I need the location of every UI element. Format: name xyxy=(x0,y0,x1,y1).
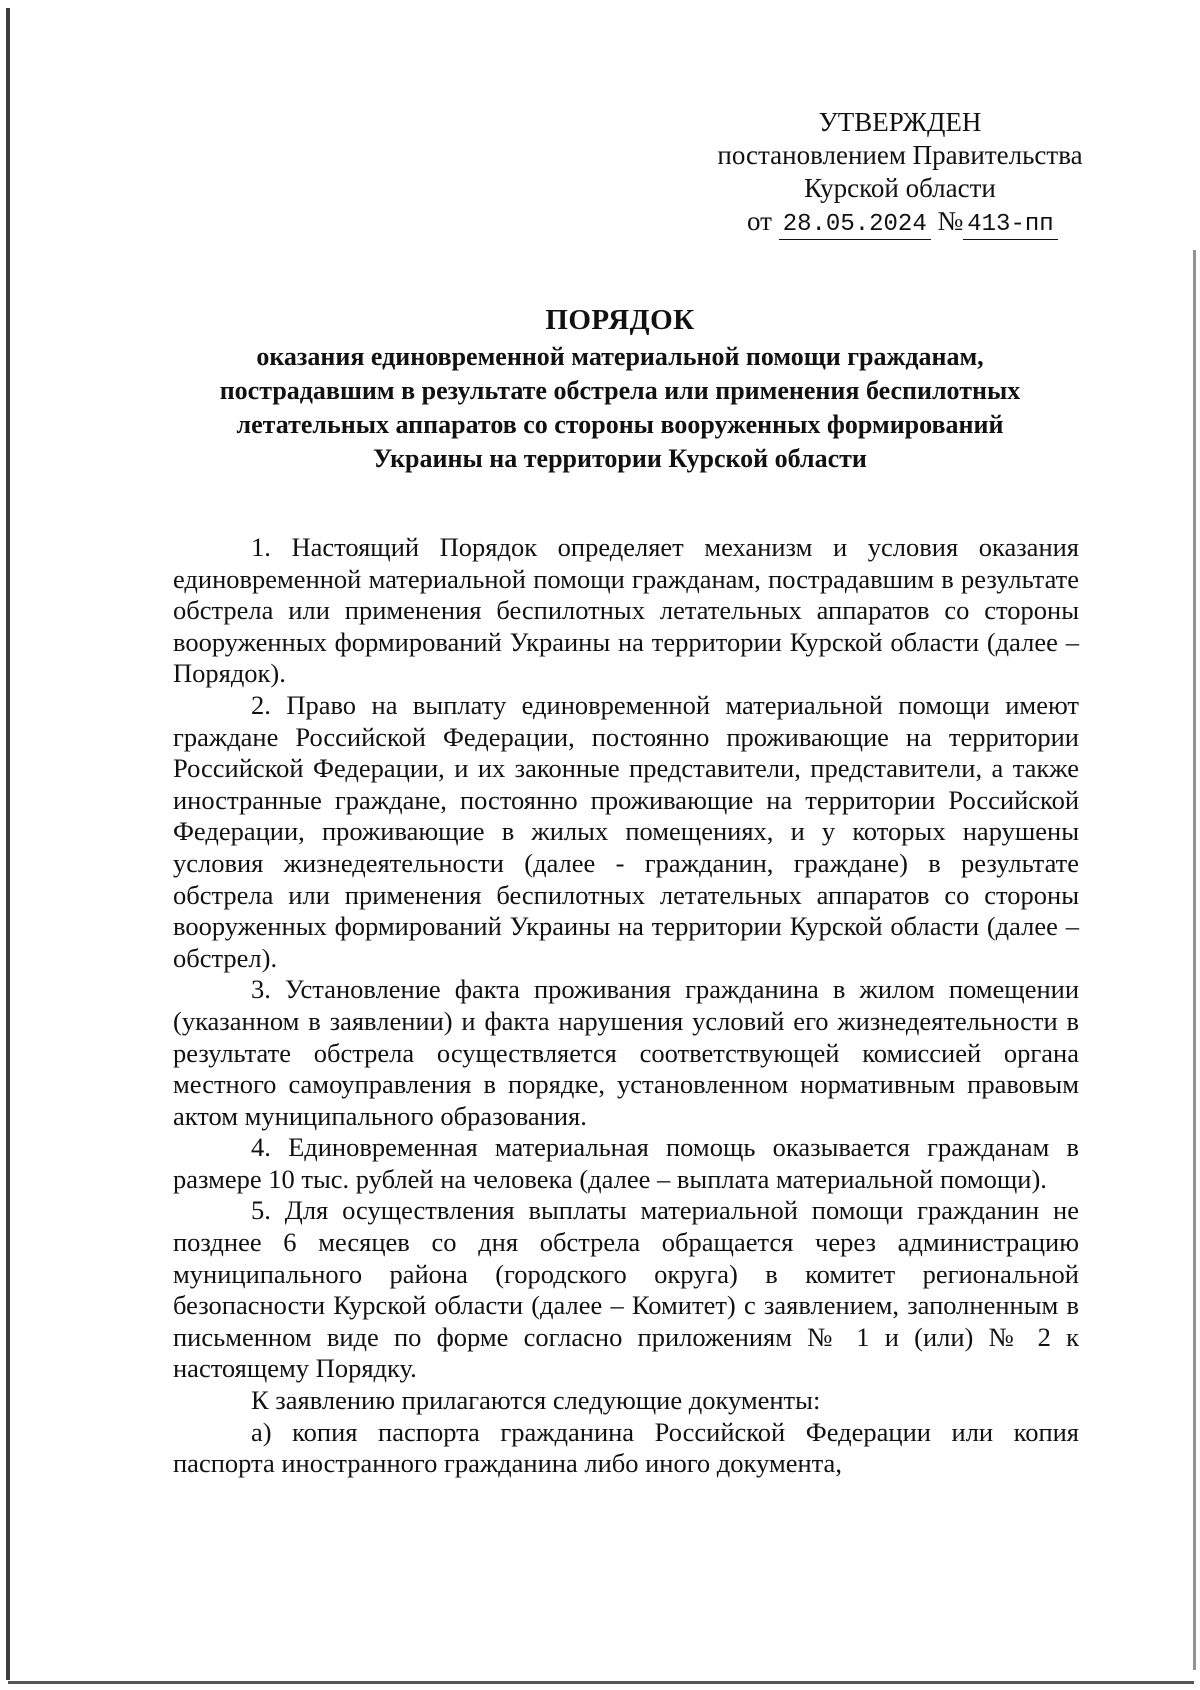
date-prefix: от xyxy=(747,206,772,236)
scan-bottom-edge xyxy=(8,1681,1194,1684)
approval-date-number-line xyxy=(690,205,1110,240)
approval-number: 413-пп xyxy=(963,211,1057,240)
document-item-a: а) копия паспорта гражданина Российской Федерации или копия паспорта иностранного гражданина либо иного документа, xyxy=(173,1416,1079,1479)
scan-left-edge xyxy=(6,8,10,1680)
paragraph-3: 3. Установление факта проживания гражданина в жилом помещении (указанном в заявлении) и факта нарушения условий его жизнедеятельности в результате обстрела осуществляется соответствующей комиссией органа местного самоуправления в порядке, установленном нормативным правовым актом муниципального образования. xyxy=(173,974,1079,1131)
approval-stamp-block xyxy=(690,106,1110,240)
document-body xyxy=(173,532,1079,1480)
approval-date: 28.05.2024 xyxy=(779,211,931,240)
scan-right-edge xyxy=(1193,250,1196,1670)
documents-intro: К заявлению прилагаются следующие документы: xyxy=(251,1385,821,1416)
paragraph-4: 4. Единовременная материальная помощь оказывается гражданам в размере 10 тыс. рублей на человека (далее – выплата материальной помощи). xyxy=(173,1132,1079,1194)
paragraph-2: 2. Право на выплату единовременной материальной помощи имеют граждане Российской Федерации, постоянно проживающие на территории Российской Федерации, и их законные представители, представители, а также иностранные граждане, постоянно проживающие на территории Российской Федерации, проживающие в жилых помещениях, и у которых нарушены условия жизнедеятельности (далее - гражданин, граждане) в результате обстрела или применения беспилотных летательных аппаратов со стороны вооруженных формирований Украины на территории Курской области (далее – обстрел). xyxy=(173,689,1079,973)
paragraph-1: 1. Настоящий Порядок определяет механизм и условия оказания единовременной материальной помощи гражданам, пострадавшим в результате обстрела или применения беспилотных летательных аппаратов со стороны вооруженных формирований Украины на территории Курской области (далее – Порядок). xyxy=(173,532,1079,689)
subtitle-line: оказания единовременной материальной помощи гражданам, xyxy=(256,342,984,371)
paragraph-5: 5. Для осуществления выплаты материальной помощи гражданин не позднее 6 месяцев со дня обстрела обращается через администрацию муниципального района (городского округа) в комитет региональной безопасности Курской области (далее – Комитет) с заявлением, заполненным в письменном виде по форме согласно приложениям № 1 и (или) № 2 к настоящему Порядку. xyxy=(173,1195,1079,1384)
subtitle-line: пострадавшим в результате обстрела или применения беспилотных xyxy=(219,376,1021,405)
subtitle-line: Украины на территории Курской области xyxy=(373,444,867,473)
document-title-block xyxy=(175,300,1065,476)
approved-region-line: Курской области xyxy=(804,173,996,203)
document-title: ПОРЯДОК xyxy=(545,304,695,336)
approved-heading: УТВЕРЖДЕН xyxy=(818,107,982,137)
subtitle-line: летательных аппаратов со стороны вооруженных формирований xyxy=(236,410,1004,439)
number-prefix: № xyxy=(937,206,964,236)
document-subtitle xyxy=(175,340,1065,476)
approved-by-line: постановлением Правительства xyxy=(717,140,1083,170)
